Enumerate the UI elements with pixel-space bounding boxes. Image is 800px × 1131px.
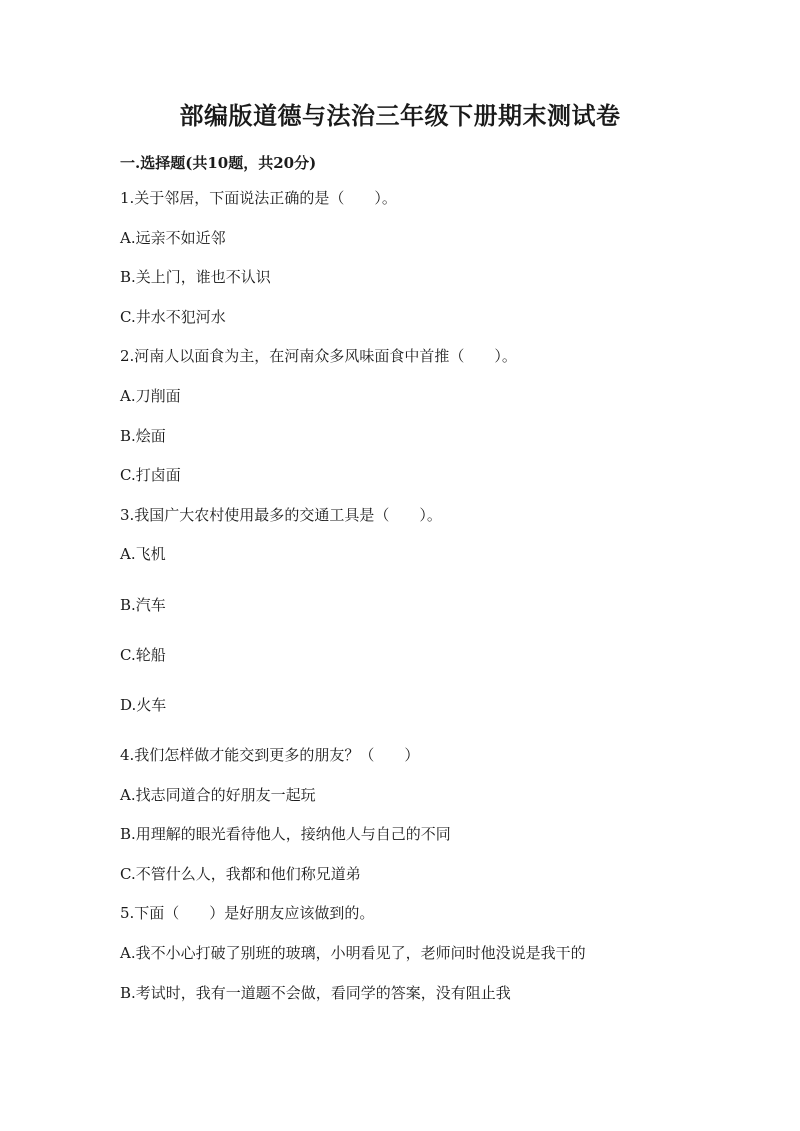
question-2-option-a: A.刀削面 [120,387,181,405]
question-2-option-b: B.烩面 [120,427,166,445]
question-3-stem: 3.我国广大农村使用最多的交通工具是（ ）。 [120,506,442,524]
question-1-stem: 1.关于邻居，下面说法正确的是（ ）。 [120,189,397,207]
question-3-option-b: B.汽车 [120,596,166,614]
question-4-stem: 4.我们怎样做才能交到更多的朋友？（ ） [120,746,420,764]
question-2-option-c: C.打卤面 [120,466,181,484]
question-4-option-a: A.找志同道合的好朋友一起玩 [120,786,316,804]
question-3-option-d: D.火车 [120,696,167,714]
section-heading: 一.选择题(共10题，共20分) [120,154,317,172]
question-5-option-b: B.考试时，我有一道题不会做，看同学的答案，没有阻止我 [120,984,511,1002]
page-title: 部编版道德与法治三年级下册期末测试卷 [179,101,621,130]
question-4-option-b: B.用理解的眼光看待他人，接纳他人与自己的不同 [120,825,451,843]
question-5-option-a: A.我不小心打破了别班的玻璃，小明看见了，老师问时他没说是我干的 [120,944,586,962]
question-1-option-a: A.远亲不如近邻 [120,229,226,247]
question-1-option-c: C.井水不犯河水 [120,308,226,326]
question-2-stem: 2.河南人以面食为主，在河南众多风味面食中首推（ ）。 [120,347,517,365]
question-5-stem: 5.下面（ ）是好朋友应该做到的。 [120,904,375,922]
question-4-option-c: C.不管什么人，我都和他们称兄道弟 [120,865,361,883]
question-3-option-c: C.轮船 [120,646,166,664]
question-3-option-a: A.飞机 [120,545,166,563]
question-1-option-b: B.关上门，谁也不认识 [120,268,271,286]
